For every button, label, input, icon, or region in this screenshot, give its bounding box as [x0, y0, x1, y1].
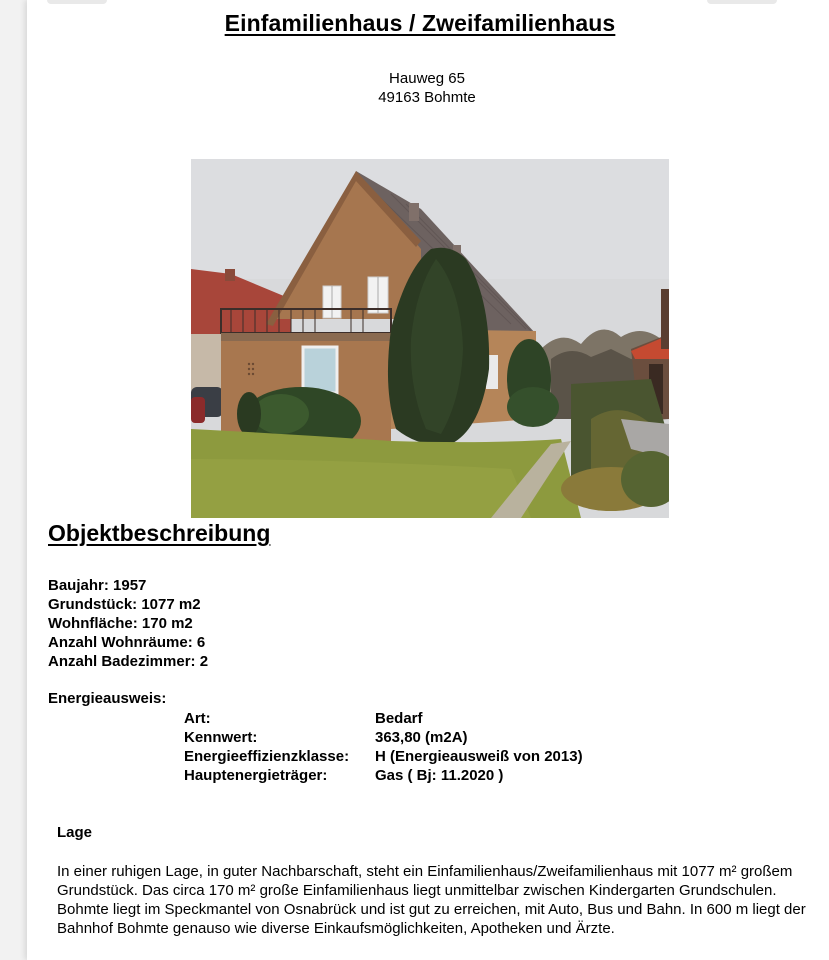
location-paragraph: In einer ruhigen Lage, in guter Nachbarschaft, steht ein Einfamilienhaus/Zweifamilienhaus mit 1077 m² großem Grundstück. Das circa 170 m² große Einfamilienhaus liegt unmittelbar zwischen Kindergarten Grundschulen. Bohmte liegt im Speckmantel von Osnabrück und ist gut zu erreichen, mit Auto, Bus und Bahn. In 600 m liegt der Bahnhof Bohmte genauso wie diverse Einkaufsmöglichkeiten, Apotheken und Ärzte.	[57, 863, 806, 937]
house-photo	[191, 159, 669, 518]
energy-row	[184, 709, 583, 728]
energy-key: Energieeffizienzklasse:	[184, 748, 350, 765]
fact-plot-size: Grundstück: 1077 m2	[48, 596, 201, 613]
energy-value: Gas ( Bj: 11.2020 )	[375, 767, 504, 784]
document-page	[27, 0, 829, 960]
fact-rooms: Anzahl Wohnräume: 6	[48, 634, 206, 651]
fact-living-area: Wohnfläche: 170 m2	[48, 615, 193, 632]
energy-certificate-label: Energieausweis:	[48, 690, 167, 707]
document-title: Einfamilienhaus / Zweifamilienhaus	[224, 10, 616, 36]
energy-value: H (Energieausweiß von 2013)	[375, 748, 583, 765]
energy-value: 363,80 (m2A)	[375, 729, 468, 746]
section-heading-description: Objektbeschreibung	[48, 520, 271, 546]
address-block	[27, 69, 827, 107]
address-street: Hauweg 65	[389, 70, 465, 87]
fact-build-year: Baujahr: 1957	[48, 577, 147, 594]
energy-certificate-table	[184, 709, 583, 785]
energy-key: Kennwert:	[184, 729, 258, 746]
page-edge-mark	[47, 0, 107, 4]
energy-row	[184, 747, 583, 766]
house-photo-illustration	[191, 159, 669, 518]
energy-value: Bedarf	[375, 710, 423, 727]
energy-key: Hauptenergieträger:	[184, 767, 328, 784]
fact-bathrooms: Anzahl Badezimmer: 2	[48, 653, 209, 670]
address-city: 49163 Bohmte	[378, 89, 476, 106]
property-facts	[48, 576, 208, 671]
section-heading-location: Lage	[57, 824, 93, 841]
page-edge-mark	[707, 0, 777, 4]
energy-row	[184, 766, 583, 785]
energy-row	[184, 728, 583, 747]
energy-key: Art:	[184, 710, 211, 727]
